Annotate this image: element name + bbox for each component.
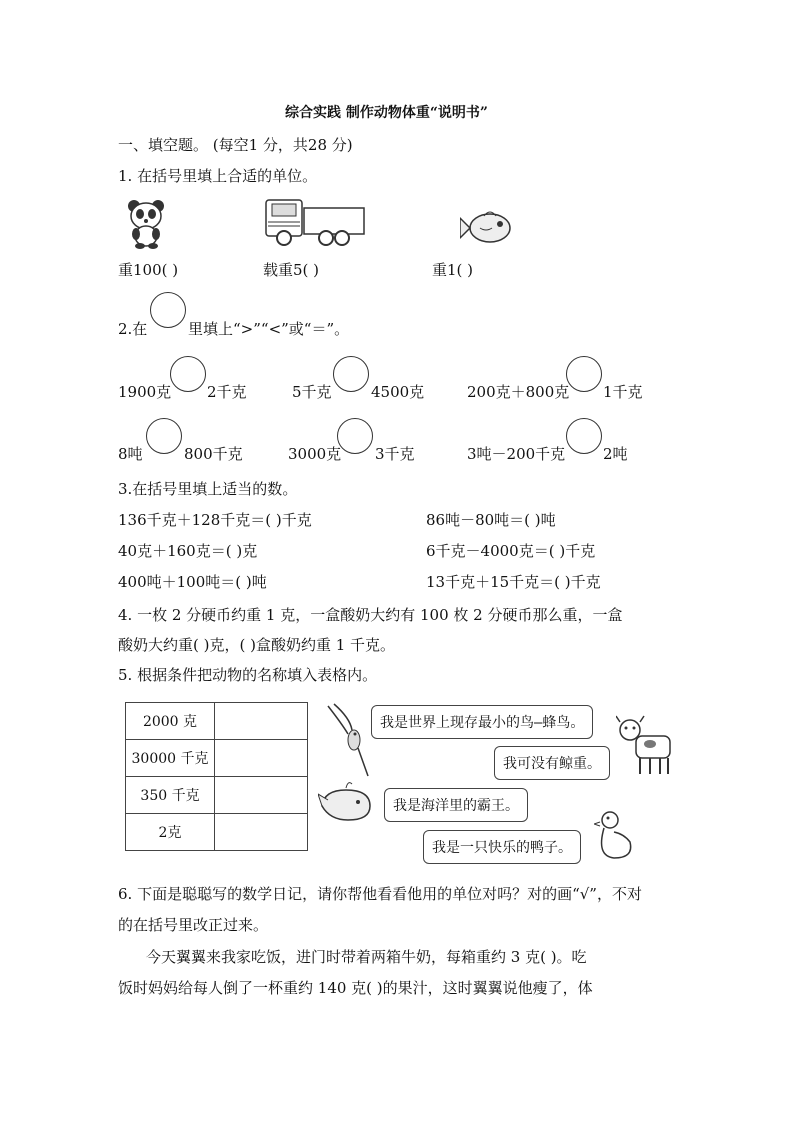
weight-cell: 350 千克	[126, 777, 215, 814]
answer-cell	[215, 777, 308, 814]
diary-paragraph-2: 饭时妈妈给每人倒了一杯重约 140 克( )的果汁，这时翼翼说他瘦了，体	[118, 979, 593, 997]
q1-blank-fish: 重1( )	[432, 261, 474, 279]
whale-icon	[318, 780, 380, 828]
q2-term: 3吨－200千克	[467, 445, 566, 463]
hummingbird-icon	[322, 700, 374, 780]
page-title: 综合实践 制作动物体重“说明书”	[285, 105, 488, 121]
q2-term: 1900克	[118, 383, 172, 401]
q3-item: 6千克－4000克＝( )千克	[426, 542, 596, 560]
answer-cell	[215, 703, 308, 740]
q3-prompt: 3.在括号里填上适当的数。	[118, 480, 298, 498]
weight-cell: 2克	[126, 814, 215, 851]
section-heading: 一、填空题。 (每空1 分，共28 分)	[118, 136, 353, 154]
q2-term: 3千克	[375, 445, 415, 463]
table-row	[126, 740, 308, 777]
q2-term: 5千克	[292, 383, 332, 401]
compare-circle	[170, 356, 206, 392]
q2-term: 800千克	[184, 445, 243, 463]
q2-term: 2千克	[207, 383, 247, 401]
q2-prompt-start: 2.在	[118, 320, 148, 338]
q4-line1: 4. 一枚 2 分硬币约重 1 克，一盒酸奶大约有 100 枚 2 分硬币那么重，一盒	[118, 606, 623, 624]
fish-icon	[460, 206, 514, 248]
q2-term: 200克＋800克	[467, 383, 570, 401]
q3-item: 86吨－80吨＝( )吨	[426, 511, 556, 529]
weight-table	[125, 702, 308, 851]
q6-line2: 的在括号里改正过来。	[118, 916, 269, 934]
q4-line2: 酸奶大约重( )克，( )盒酸奶约重 1 千克。	[118, 636, 396, 654]
q2-term: 2吨	[603, 445, 628, 463]
compare-circle	[333, 356, 369, 392]
answer-cell	[215, 740, 308, 777]
speech-bubble-duck: 我是一只快乐的鸭子。	[423, 830, 581, 864]
q1-blank-truck: 载重5( )	[263, 261, 320, 279]
answer-cell	[215, 814, 308, 851]
cow-icon	[616, 714, 676, 778]
compare-circle	[150, 292, 186, 328]
q3-item: 13千克＋15千克＝( )千克	[426, 573, 601, 591]
q3-item: 400吨＋100吨＝( )吨	[118, 573, 267, 591]
compare-circle	[146, 418, 182, 454]
q2-term: 8吨	[118, 445, 143, 463]
speech-bubble-hummingbird: 我是世界上现存最小的鸟—蜂鸟。	[371, 705, 593, 739]
table-row	[126, 777, 308, 814]
truck-icon	[264, 194, 368, 248]
q2-term: 4500克	[371, 383, 425, 401]
table-row	[126, 703, 308, 740]
q1-prompt: 1. 在括号里填上合适的单位。	[118, 167, 318, 185]
diary-paragraph-1: 今天翼翼来我家吃饭，进门时带着两箱牛奶，每箱重约 3 克( )。吃	[146, 948, 587, 966]
table-row	[126, 814, 308, 851]
q5-prompt: 5. 根据条件把动物的名称填入表格内。	[118, 666, 378, 684]
weight-cell: 30000 千克	[126, 740, 215, 777]
speech-bubble-whale: 我是海洋里的霸王。	[384, 788, 528, 822]
compare-circle	[566, 418, 602, 454]
weight-cell: 2000 克	[126, 703, 215, 740]
q2-term: 1千克	[603, 383, 643, 401]
q1-blank-panda: 重100( )	[118, 261, 179, 279]
q3-item: 40克＋160克＝( )克	[118, 542, 258, 560]
panda-icon	[122, 196, 172, 250]
compare-circle	[337, 418, 373, 454]
q6-line1: 6. 下面是聪聪写的数学日记，请你帮他看看他用的单位对吗？对的画“√”，不对	[118, 885, 642, 903]
duck-icon	[594, 808, 636, 864]
q2-prompt-end: 里填上“>”“<”或“＝”。	[188, 320, 350, 338]
q2-term: 3000克	[288, 445, 342, 463]
q3-item: 136千克＋128千克＝( )千克	[118, 511, 312, 529]
compare-circle	[566, 356, 602, 392]
speech-bubble-cow: 我可没有鲸重。	[494, 746, 610, 780]
